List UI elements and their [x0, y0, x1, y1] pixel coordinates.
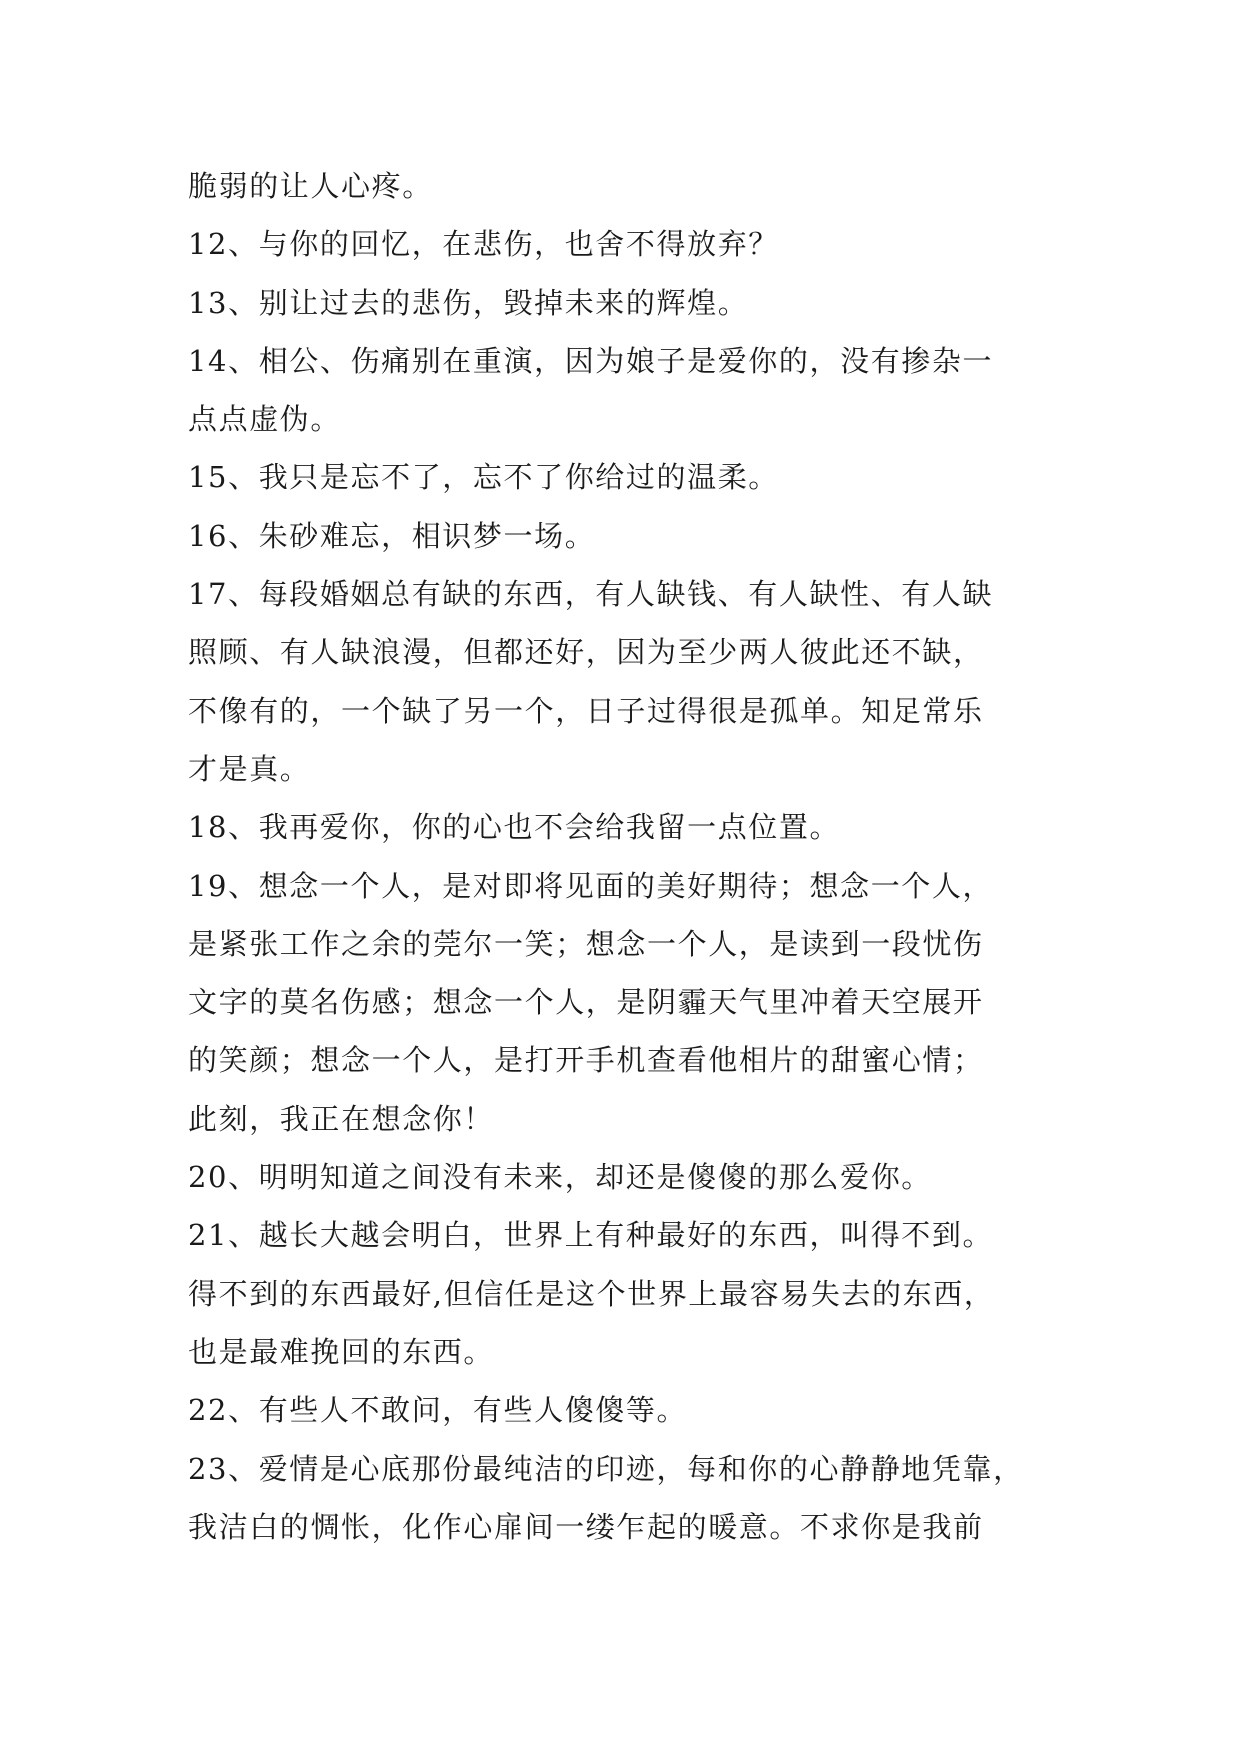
text-line: 23、爱情是心底那份最纯洁的印迹，每和你的心静静地凭靠， — [188, 1451, 1024, 1486]
text-line: 16、朱砂难忘，相识梦一场。 — [188, 518, 596, 553]
text-line: 20、明明知道之间没有未来，却还是傻傻的那么爱你。 — [188, 1160, 932, 1195]
text-line: 17、每段婚姻总有缺的东西，有人缺钱、有人缺性、有人缺 — [188, 577, 994, 612]
text-line: 是紧张工作之余的莞尔一笑；想念一个人，是读到一段忧伤 — [188, 926, 984, 961]
text-line: 21、越长大越会明白，世界上有种最好的东西，叫得不到。 — [188, 1218, 994, 1253]
text-line: 此刻，我正在想念你！ — [188, 1101, 495, 1136]
text-line: 的笑颜；想念一个人，是打开手机查看他相片的甜蜜心情； — [188, 1043, 984, 1078]
text-line: 13、别让过去的悲伤，毁掉未来的辉煌。 — [188, 285, 749, 320]
text-line: 也是最难挽回的东西。 — [188, 1334, 495, 1369]
text-line: 18、我再爱你，你的心也不会给我留一点位置。 — [188, 810, 841, 845]
text-line: 点点虚伪。 — [188, 402, 342, 437]
text-line: 照顾、有人缺浪漫，但都还好，因为至少两人彼此还不缺， — [188, 635, 984, 670]
text-line: 不像有的，一个缺了另一个，日子过得很是孤单。知足常乐 — [188, 693, 984, 728]
text-line: 12、与你的回忆，在悲伤，也舍不得放弃？ — [188, 227, 779, 262]
text-line: 文字的莫名伤感；想念一个人，是阴霾天气里冲着天空展开 — [188, 985, 984, 1020]
text-line: 15、我只是忘不了，忘不了你给过的温柔。 — [188, 460, 779, 495]
text-line: 19、想念一个人，是对即将见面的美好期待；想念一个人， — [188, 868, 994, 903]
text-line: 脆弱的让人心疼。 — [188, 169, 433, 203]
text-line: 得不到的东西最好,但信任是这个世界上最容易失去的东西， — [188, 1276, 995, 1311]
document-body — [188, 157, 1068, 1556]
text-line: 14、相公、伤痛别在重演，因为娘子是爱你的，没有掺杂一 — [188, 343, 994, 378]
text-line: 才是真。 — [188, 751, 311, 786]
text-line: 22、有些人不敢问，有些人傻傻等。 — [188, 1393, 688, 1428]
text-line: 我洁白的惆怅，化作心扉间一缕乍起的暖意。不求你是我前 — [188, 1509, 984, 1544]
